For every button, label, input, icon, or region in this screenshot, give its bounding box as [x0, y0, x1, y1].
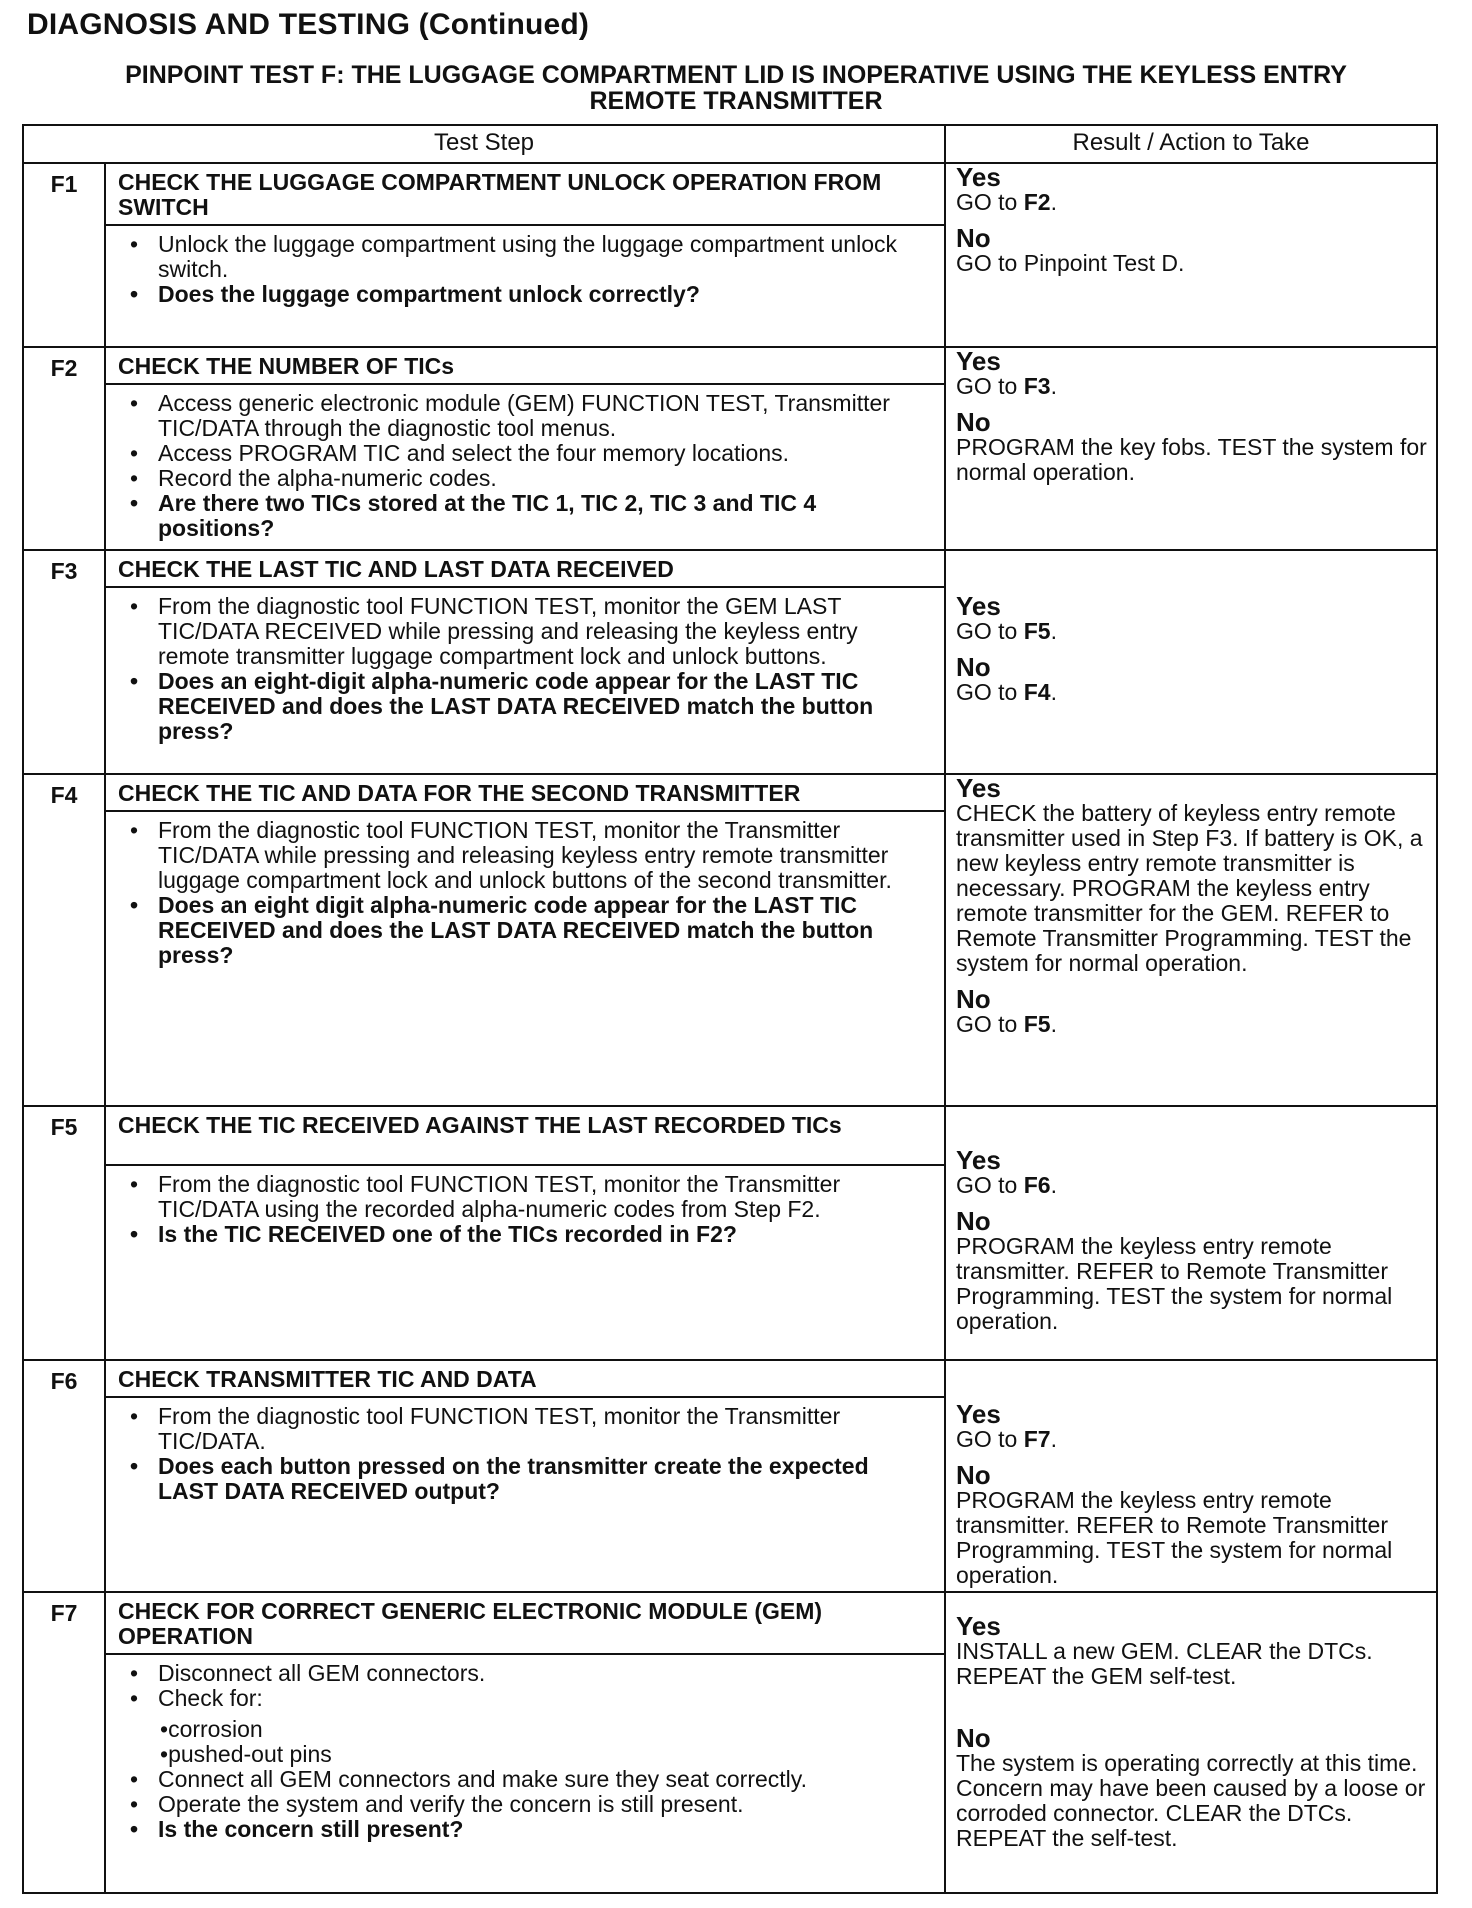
no-action: GO to F4.	[956, 679, 1057, 705]
step-f1-title-row	[23, 163, 1437, 225]
no-action: PROGRAM the keyless entry remote transmitter. REFER to Remote Transmitter Programming. TEST the system for normal operation.	[956, 1233, 1393, 1334]
list-item: • From the diagnostic tool FUNCTION TEST, monitor the Transmitter TIC/DATA.	[120, 1404, 934, 1454]
step-title: CHECK THE LAST TIC AND LAST DATA RECEIVED	[105, 550, 945, 587]
step-result	[945, 1592, 1437, 1893]
step-id: F4	[23, 774, 105, 1106]
no-label: No	[956, 652, 991, 682]
yes-label: Yes	[956, 1611, 1001, 1641]
page-header	[0, 0, 1472, 124]
step-procedure	[105, 1165, 945, 1360]
sub-list-item: • pushed-out pins	[158, 1742, 934, 1767]
step-f3-title-row	[23, 550, 1437, 587]
no-action: GO to F5.	[956, 1011, 1057, 1037]
yes-label: Yes	[956, 1399, 1001, 1429]
yes-action: GO to F7.	[956, 1426, 1057, 1452]
no-label: No	[956, 1723, 991, 1753]
list-item-question: • Does an eight-digit alpha-numeric code appear for the LAST TIC RECEIVED and does the LAST DATA RECEIVED match the button press?	[120, 669, 934, 744]
list-item-question: • Are there two TICs stored at the TIC 1, TIC 2, TIC 3 and TIC 4 positions?	[120, 491, 934, 541]
yes-label: Yes	[956, 162, 1001, 192]
no-action: The system is operating correctly at this time. Concern may have been caused by a loose or corroded connector. CLEAR the DTCs. REPEAT the self-test.	[956, 1750, 1426, 1851]
step-id: F6	[23, 1360, 105, 1592]
list-item: • Connect all GEM connectors and make sure they seat correctly.	[120, 1767, 934, 1792]
step-id: F3	[23, 550, 105, 774]
step-f4-title-row	[23, 774, 1437, 811]
step-f2-title-row	[23, 347, 1437, 384]
yes-action: INSTALL a new GEM. CLEAR the DTCs. REPEAT the GEM self-test.	[956, 1638, 1373, 1689]
section-title: DIAGNOSIS AND TESTING (Continued)	[27, 8, 590, 41]
list-item: • Record the alpha-numeric codes.	[120, 466, 934, 491]
step-f7-title-row	[23, 1592, 1437, 1654]
step-result	[945, 163, 1437, 347]
step-title: CHECK THE NUMBER OF TICs	[105, 347, 945, 384]
list-item: • Access generic electronic module (GEM) FUNCTION TEST, Transmitter TIC/DATA through the diagnostic tool menus.	[120, 391, 934, 441]
pinpoint-title-line2: REMOTE TRANSMITTER	[589, 87, 883, 115]
step-procedure	[105, 811, 945, 1106]
list-item: • Unlock the luggage compartment using the luggage compartment unlock switch.	[120, 232, 934, 282]
pinpoint-title-line1: PINPOINT TEST F: THE LUGGAGE COMPARTMENT LID IS INOPERATIVE USING THE KEYLESS ENTRY	[125, 61, 1347, 89]
step-id: F5	[23, 1106, 105, 1360]
step-title: CHECK TRANSMITTER TIC AND DATA	[105, 1360, 945, 1397]
step-procedure	[105, 225, 945, 347]
step-f5-title-row	[23, 1106, 1437, 1165]
step-id: F2	[23, 347, 105, 550]
step-id: F1	[23, 163, 105, 347]
step-title: CHECK THE LUGGAGE COMPARTMENT UNLOCK OPERATION FROM SWITCH	[105, 163, 945, 225]
step-result	[945, 347, 1437, 550]
list-item-question: • Does the luggage compartment unlock correctly?	[120, 282, 934, 307]
no-label: No	[956, 984, 991, 1014]
sub-list	[158, 1717, 934, 1767]
yes-label: Yes	[956, 591, 1001, 621]
yes-label: Yes	[956, 1145, 1001, 1175]
yes-label: Yes	[956, 346, 1001, 376]
step-procedure	[105, 384, 945, 550]
list-item-question: • Does each button pressed on the transmitter create the expected LAST DATA RECEIVED output?	[120, 1454, 934, 1504]
list-item-question: • Is the concern still present?	[120, 1817, 934, 1842]
table-header-row	[23, 125, 1437, 163]
no-action: PROGRAM the key fobs. TEST the system for normal operation.	[956, 434, 1427, 485]
pinpoint-test-table	[22, 124, 1438, 1894]
step-result	[945, 1360, 1437, 1592]
list-item: • Operate the system and verify the concern is still present.	[120, 1792, 934, 1817]
no-label: No	[956, 407, 991, 437]
test-step-header: Test Step	[23, 125, 945, 163]
no-action: PROGRAM the keyless entry remote transmitter. REFER to Remote Transmitter Programming. TEST the system for normal operation.	[956, 1487, 1393, 1588]
no-label: No	[956, 223, 991, 253]
yes-action: GO to F2.	[956, 189, 1057, 215]
list-item-question: • Does an eight digit alpha-numeric code appear for the LAST TIC RECEIVED and does the LAST DATA RECEIVED match the button press?	[120, 893, 934, 968]
step-procedure	[105, 1397, 945, 1592]
step-title: CHECK FOR CORRECT GENERIC ELECTRONIC MODULE (GEM) OPERATION	[105, 1592, 945, 1654]
step-result	[945, 1106, 1437, 1360]
list-item: • From the diagnostic tool FUNCTION TEST, monitor the Transmitter TIC/DATA while pressing and releasing keyless entry remote transmitter luggage compartment lock and unlock buttons of the second transmitter.	[120, 818, 934, 893]
sub-list-item: • corrosion	[158, 1717, 934, 1742]
step-procedure	[105, 587, 945, 774]
step-result	[945, 774, 1437, 1106]
list-item: • From the diagnostic tool FUNCTION TEST, monitor the Transmitter TIC/DATA using the recorded alpha-numeric codes from Step F2.	[120, 1172, 934, 1222]
yes-label: Yes	[956, 773, 1001, 803]
list-item-question: • Is the TIC RECEIVED one of the TICs recorded in F2?	[120, 1222, 934, 1247]
no-label: No	[956, 1460, 991, 1490]
no-action: GO to Pinpoint Test D.	[956, 250, 1185, 276]
list-item: • Disconnect all GEM connectors.	[120, 1661, 934, 1686]
yes-action: GO to F5.	[956, 618, 1057, 644]
result-header: Result / Action to Take	[945, 125, 1437, 163]
yes-action: GO to F3.	[956, 373, 1057, 399]
list-item: • From the diagnostic tool FUNCTION TEST, monitor the GEM LAST TIC/DATA RECEIVED while pressing and releasing the keyless entry remote transmitter luggage compartment lock and unlock buttons.	[120, 594, 934, 669]
list-item: • Access PROGRAM TIC and select the four memory locations.	[120, 441, 934, 466]
step-title: CHECK THE TIC RECEIVED AGAINST THE LAST RECORDED TICs	[105, 1106, 945, 1165]
step-result	[945, 550, 1437, 774]
spacer	[956, 1689, 1428, 1715]
yes-action: CHECK the battery of keyless entry remote transmitter used in Step F3. If battery is OK, a new keyless entry remote transmitter is necessary. PROGRAM the keyless entry remote transmitter for the GEM. REFER to Remote Transmitter Programming. TEST the system for normal operation.	[956, 800, 1423, 976]
step-id: F7	[23, 1592, 105, 1893]
yes-action: GO to F6.	[956, 1172, 1057, 1198]
no-label: No	[956, 1206, 991, 1236]
list-item-check-for: • Check for: • corrosion • pushed-out pins	[120, 1686, 934, 1767]
step-f6-title-row	[23, 1360, 1437, 1397]
step-title: CHECK THE TIC AND DATA FOR THE SECOND TRANSMITTER	[105, 774, 945, 811]
step-procedure	[105, 1654, 945, 1893]
